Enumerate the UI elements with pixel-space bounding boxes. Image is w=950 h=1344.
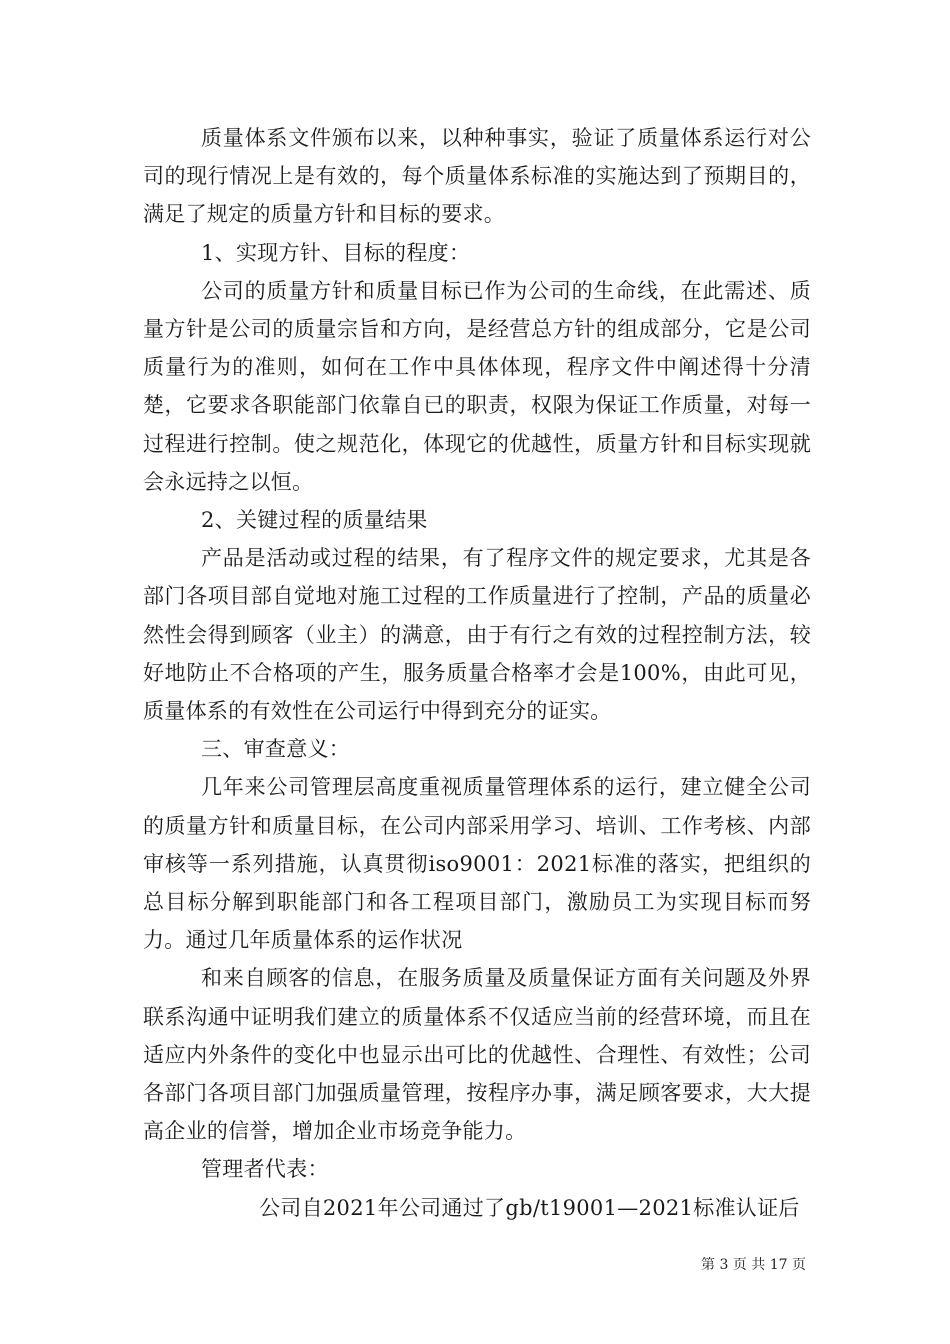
page-number-label: 第 3 页 共 17 页 <box>701 1257 806 1273</box>
heading-review-significance: 三、审查意义： <box>201 737 351 762</box>
paragraph-intro: 质量体系文件颁布以来，以种种事实，验证了质量体系运行对公司的现行情况上是有效的，每个质量体系标准的实施达到了预期目的，满足了规定的质量方针和目标的要求。 <box>143 126 811 227</box>
page-number <box>701 1256 806 1274</box>
paragraph-review-1: 几年来公司管理层高度重视质量管理体系的运行，建立健全公司的质量方针和质量目标，在公司内部采用学习、培训、工作考核、内部审核等一系列措施，认真贯彻iso9001：2021标准的落实，把组织的总目标分解到职能部门和各工程项目部门，激励员工为实现目标而努力。通过几年质量体系的运作状况 <box>143 775 811 953</box>
paragraph-policy: 公司的质量方针和质量目标已作为公司的生命线，在此需述、质量方针是公司的质量宗旨和方向，是经营总方针的组成部分，它是公司质量行为的准则，如何在工作中具体体现，程序文件中阐述得十分清楚，它要求各职能部门依靠自已的职责，权限为保证工作质量，对每一过程进行控制。使之规范化，体现它的优越性，质量方针和目标实现就会永远持之以恒。 <box>143 278 811 494</box>
document-body <box>143 119 811 1227</box>
paragraph-key-process: 产品是活动或过程的结果，有了程序文件的规定要求，尤其是各部门各项目部自觉地对施工过程的工作质量进行了控制，产品的质量必然性会得到顾客（业主）的满意，由于有行之有效的过程控制方法，较好地防止不合格项的产生，服务质量合格率才会是100%，由此可见，质量体系的有效性在公司运行中得到充分的证实。 <box>143 546 811 724</box>
paragraph-certification: 公司自2021年公司通过了gb/t19001—2021标准认证后 <box>259 1195 800 1220</box>
paragraph-review-2: 和来自顾客的信息，在服务质量及质量保证方面有关问题及外界联系沟通中证明我们建立的质量体系不仅适应当前的经营环境，而且在适应内外条件的变化中也显示出可比的优越性、合理性、有效性；公司各部门各项目部门加强质量管理，按程序办事，满足顾客要求，大大提高企业的信誉，增加企业市场竞争能力。 <box>143 966 811 1144</box>
heading-management-rep: 管理者代表： <box>201 1157 329 1182</box>
heading-policy-achievement: 1、实现方针、目标的程度： <box>201 240 471 265</box>
heading-key-process: 2、关键过程的质量结果 <box>201 508 428 533</box>
